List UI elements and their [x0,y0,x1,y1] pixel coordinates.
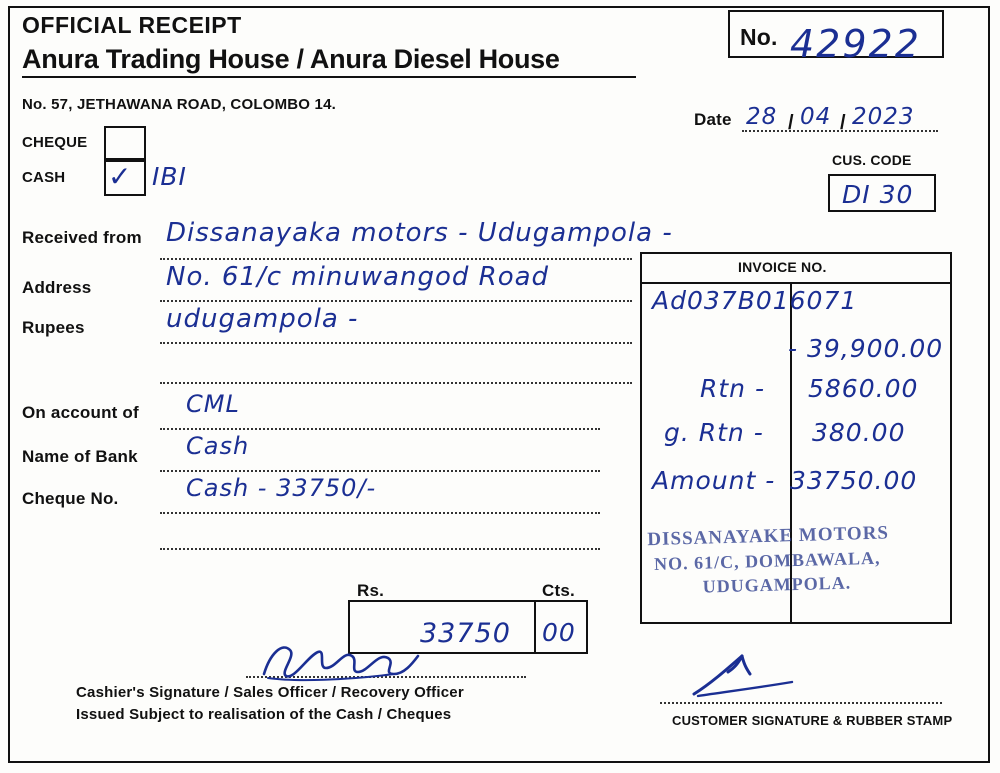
field-value-received-from: Dissanayaka motors - Udugampola - [166,218,673,248]
company-name: Anura Trading House / Anura Diesel House [22,44,560,74]
invoice-row-1-amount: - 39,900.00 [788,334,944,363]
cashier-signature [256,638,426,684]
field-value-name-of-bank: Cash [186,432,250,460]
date-day: 28 [746,104,778,130]
received-from-rule [160,258,632,260]
date-year: 2023 [852,104,915,130]
rubber-stamp [647,520,949,600]
invoice-row-4-label: Amount - [652,466,776,495]
field-label-cheque-no: Cheque No. [22,489,119,508]
field-value-cheque-no: Cash - 33750/- [186,474,377,502]
amount-rs-value: 33750 [420,618,511,649]
rubber-stamp-line-1: DISSANAYAKE MOTORS [647,522,890,551]
invoice-row-number: Ad037B016071 [652,286,858,315]
customer-signature [688,648,808,700]
on-account-of-rule [160,428,600,430]
customer-code-label: CUS. CODE [832,152,912,168]
cash-check-mark: ✓ [108,160,133,193]
cashier-signature-label: Cashier's Signature / Sales Officer / Recovery Officer [76,684,464,701]
receipt-number-value: 42922 [790,22,921,66]
amount-rs-label: Rs. [357,581,385,600]
invoice-row-4-amount: 33750.00 [790,466,918,495]
name-of-bank-rule [160,470,600,472]
cash-label: CASH [22,169,66,186]
amount-cts-value: 00 [542,618,576,647]
field-value-address: No. 61/c minuwangod Road [166,262,550,292]
invoice-table-header: INVOICE NO. [738,259,827,275]
date-separator-2: / [840,112,846,134]
field-value-rupees: udugampola - [166,304,359,334]
invoice-row-3-label: g. Rtn - [664,418,764,447]
company-underline [22,76,636,78]
field-label-name-of-bank: Name of Bank [22,447,138,466]
cheque-no-rule [160,512,600,514]
issued-note: Issued Subject to realisation of the Cash / Cheques [76,706,452,723]
receipt-number-label: No. [740,24,778,50]
amount-cts-label: Cts. [542,581,575,600]
rupees-rule-2 [160,382,632,384]
field-label-received-from: Received from [22,228,142,247]
invoice-table-header-rule [640,282,952,284]
invoice-row-3-amount: 380.00 [812,418,906,447]
rubber-stamp-line-3: UDUGAMPOLA. [702,572,852,597]
company-address: No. 57, JETHAWANA ROAD, COLOMBO 14. [22,96,336,113]
amount-box-divider [534,600,536,654]
cash-note: IBI [152,162,187,191]
page-title: OFFICIAL RECEIPT [22,12,242,38]
cheque-label: CHEQUE [22,134,88,151]
field-value-on-account-of: CML [186,390,240,418]
invoice-row-2-amount: 5860.00 [808,374,919,403]
date-label: Date [694,110,732,129]
customer-code-value: DI 30 [842,180,914,209]
rupees-rule [160,342,632,344]
customer-signature-label: CUSTOMER SIGNATURE & RUBBER STAMP [672,713,953,728]
rubber-stamp-line-2: NO. 61/C, DOMBAWALA, [653,547,881,575]
field-label-on-account-of: On account of [22,403,139,422]
date-month: 04 [800,104,832,130]
address-rule [160,300,632,302]
extra-rule [160,548,600,550]
cheque-checkbox[interactable] [104,126,146,160]
date-separator-1: / [788,112,794,134]
field-label-rupees: Rupees [22,318,85,337]
field-label-address: Address [22,278,92,297]
invoice-row-2-label: Rtn - [700,374,765,403]
customer-signature-rule [660,702,942,704]
